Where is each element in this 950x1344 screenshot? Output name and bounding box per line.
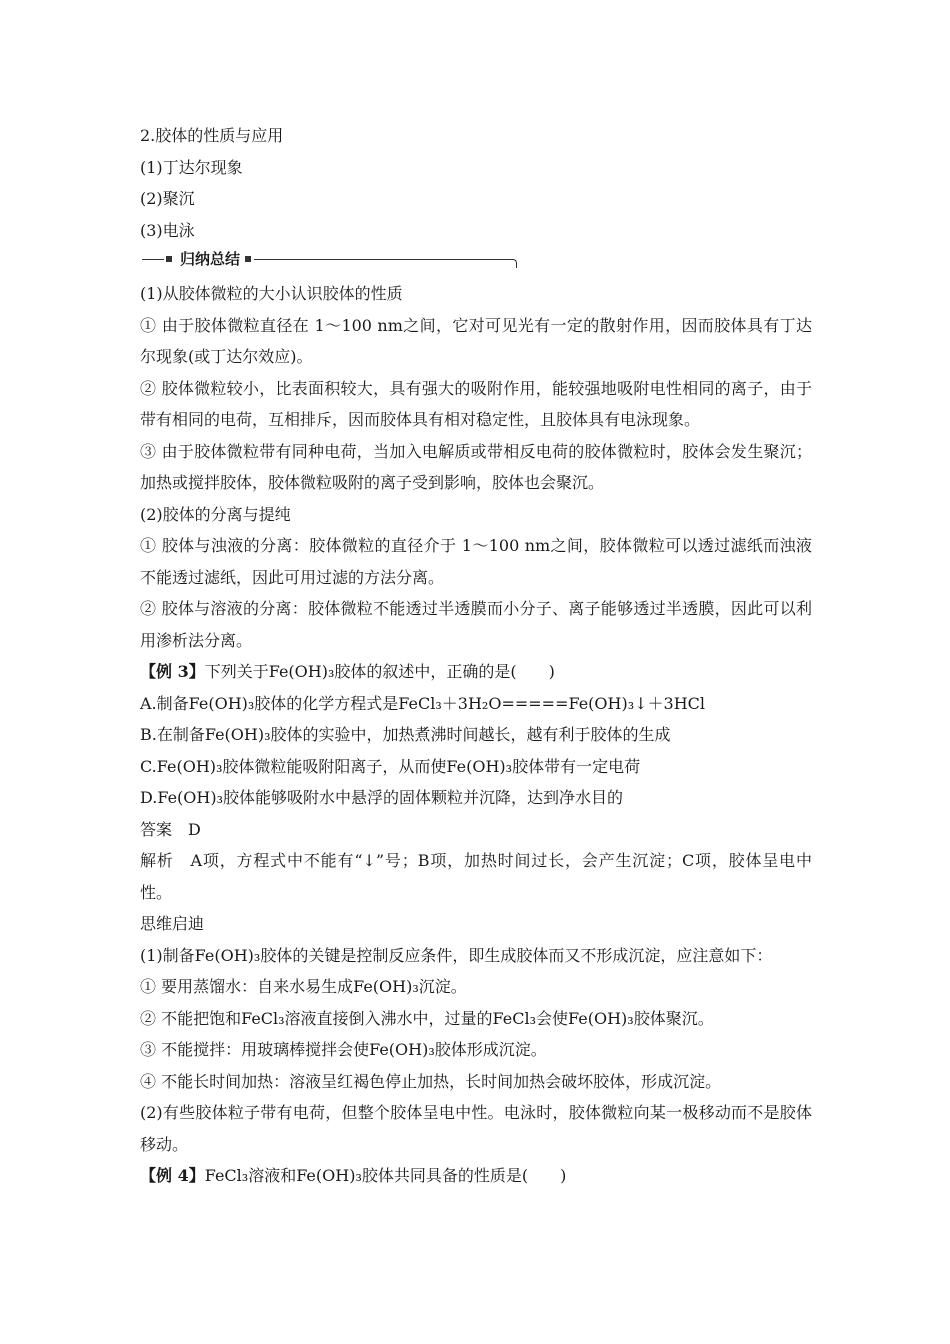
example4-question — [140, 1160, 812, 1192]
summary-header — [140, 248, 812, 278]
page-content — [140, 120, 812, 1192]
example3-answer: 答案 D — [140, 819, 201, 839]
thinking-p1: (1)制备Fe(OH)₃胶体的关键是控制反应条件，即生成胶体而又不形成沉淀，应注意如下： — [140, 945, 773, 965]
summary-square-icon — [166, 256, 172, 262]
summary-p1-title: (1)从胶体微粒的大小认识胶体的性质 — [140, 284, 403, 303]
example3-option-d: D.Fe(OH)₃胶体能够吸附水中悬浮的固体颗粒并沉降，达到净水目的 — [140, 788, 624, 807]
example4-label: 【例 4】 — [140, 1166, 205, 1185]
thinking-p1-item1: ① 要用蒸馏水：自来水易生成Fe(OH)₃沉淀。 — [140, 977, 467, 996]
section-item-3: (3)电泳 — [140, 220, 195, 240]
thinking-p2: (2)有些胶体粒子带有电荷，但整个胶体呈电中性。电泳时，胶体微粒向某一极移动而不是胶体移动。 — [140, 1103, 812, 1154]
summary-p1-item1: ① 由于胶体微粒直径在 1～100 nm之间，它对可见光有一定的散射作用，因而胶体具有丁达尔现象(或丁达尔效应)。 — [140, 315, 812, 366]
example3-question — [140, 656, 812, 688]
summary-square-icon — [245, 256, 251, 262]
summary-rule-right — [254, 259, 517, 268]
section-item-2: (2)聚沉 — [140, 189, 195, 208]
section-item-1: (1)丁达尔现象 — [140, 157, 243, 177]
summary-p2-item2: ② 胶体与溶液的分离：胶体微粒不能透过半透膜而小分子、离子能够透过半透膜，因此可以利用渗析法分离。 — [140, 599, 812, 650]
example3-option-a: A.制备Fe(OH)₃胶体的化学方程式是FeCl₃＋3H₂O=====Fe(OH)₃↓＋3HCl — [140, 693, 706, 713]
summary-p1-item2: ② 胶体微粒较小，比表面积较大，具有强大的吸附作用，能较强地吸附电性相同的离子，由于带有相同的电荷，互相排斥，因而胶体具有相对稳定性，且胶体具有电泳现象。 — [140, 378, 812, 429]
example3-option-b: B.在制备Fe(OH)₃胶体的实验中，加热煮沸时间越长，越有利于胶体的生成 — [140, 725, 671, 744]
summary-title: 归纳总结 — [180, 250, 241, 268]
example3-question-text: 下列关于Fe(OH)₃胶体的叙述中，正确的是( ) — [204, 662, 555, 681]
summary-rule-left — [142, 259, 164, 260]
example3-label: 【例 3】 — [140, 662, 205, 681]
thinking-p1-item4: ④ 不能长时间加热：溶液呈红褐色停止加热，长时间加热会破坏胶体，形成沉淀。 — [140, 1071, 722, 1091]
thinking-title: 思维启迪 — [140, 914, 205, 933]
summary-p2-item1: ① 胶体与浊液的分离：胶体微粒的直径介于 1～100 nm之间，胶体微粒可以透过滤纸而浊液不能透过滤纸，因此可用过滤的方法分离。 — [140, 536, 812, 587]
example4-question-text: FeCl₃溶液和Fe(OH)₃胶体共同具备的性质是( ) — [204, 1166, 567, 1185]
summary-p2-title: (2)胶体的分离与提纯 — [140, 504, 291, 524]
section-heading: 2.胶体的性质与应用 — [140, 126, 284, 145]
example3-analysis: 解析 A项，方程式中不能有“↓”号；B项，加热时间过长，会产生沉淀；C项，胶体呈电中性。 — [140, 851, 812, 902]
summary-p1-item3: ③ 由于胶体微粒带有同种电荷，当加入电解质或带相反电荷的胶体微粒时，胶体会发生聚沉；加热或搅拌胶体，胶体微粒吸附的离子受到影响，胶体也会聚沉。 — [140, 441, 812, 492]
thinking-p1-item2: ② 不能把饱和FeCl₃溶液直接倒入沸水中，过量的FeCl₃会使Fe(OH)₃胶体聚沉。 — [140, 1008, 714, 1028]
example3-option-c: C.Fe(OH)₃胶体微粒能吸附阳离子，从而使Fe(OH)₃胶体带有一定电荷 — [140, 756, 641, 776]
thinking-p1-item3: ③ 不能搅拌：用玻璃棒搅拌会使Fe(OH)₃胶体形成沉淀。 — [140, 1040, 547, 1059]
